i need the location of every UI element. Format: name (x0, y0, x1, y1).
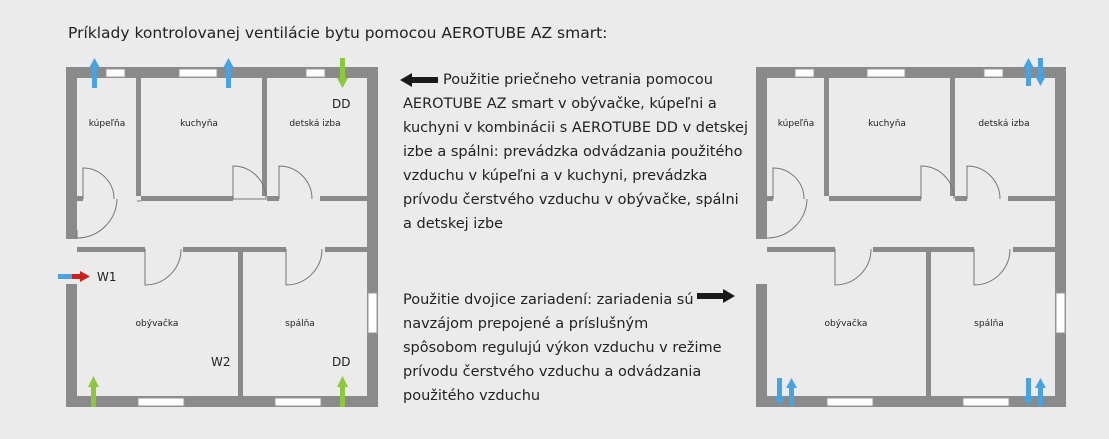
room-label-living-room-left: obývačka (135, 319, 179, 329)
room-label-kitchen-left: kuchyňa (180, 119, 218, 129)
room-label-bedroom-left: spálňa (285, 319, 315, 329)
page-title: Príklady kontrolovanej ventilácie bytu pomocou AEROTUBE AZ smart: (68, 24, 608, 42)
label-dd-bottom: DD (332, 355, 351, 369)
label-w2: W2 (211, 355, 231, 369)
room-label-bedroom-right: spálňa (974, 319, 1004, 329)
label-dd-top: DD (332, 97, 351, 111)
room-label-kids-room-right: detská izba (978, 119, 1030, 129)
description-paired-devices (403, 288, 723, 408)
room-label-kitchen-right: kuchyňa (868, 119, 906, 129)
room-label-bathroom-left: kúpeľňa (88, 119, 126, 129)
room-label-living-room-right: obývačka (824, 319, 868, 329)
label-w1: W1 (97, 270, 117, 284)
description-cross-ventilation (403, 68, 748, 236)
room-label-kids-room-left: detská izba (289, 119, 341, 129)
description-1-text: Použitie priečneho vetrania pomocou AEROTUBE AZ smart v obývačke, kúpeľni a kuchyni v kombinácii s AEROTUBE DD v detskej izbe a spálni: prevádzka odvádzania použitého vzduchu v kúpeľni a v kuchyni, prevádzka prívodu čerstvého vzduchu v obývačke, spálni a detskej izbe (403, 72, 748, 232)
walls-right (756, 67, 1066, 407)
description-2-text: Použitie dvojice zariadení: zariadenia sú navzájom prepojené a príslušným spôsobom regulujú výkon vzduchu v režime prívodu čerstvého vzduchu a odvádzania použitého vzduchu (403, 292, 722, 404)
room-label-bathroom-right: kúpeľňa (777, 119, 815, 129)
doors-right (767, 166, 1010, 285)
